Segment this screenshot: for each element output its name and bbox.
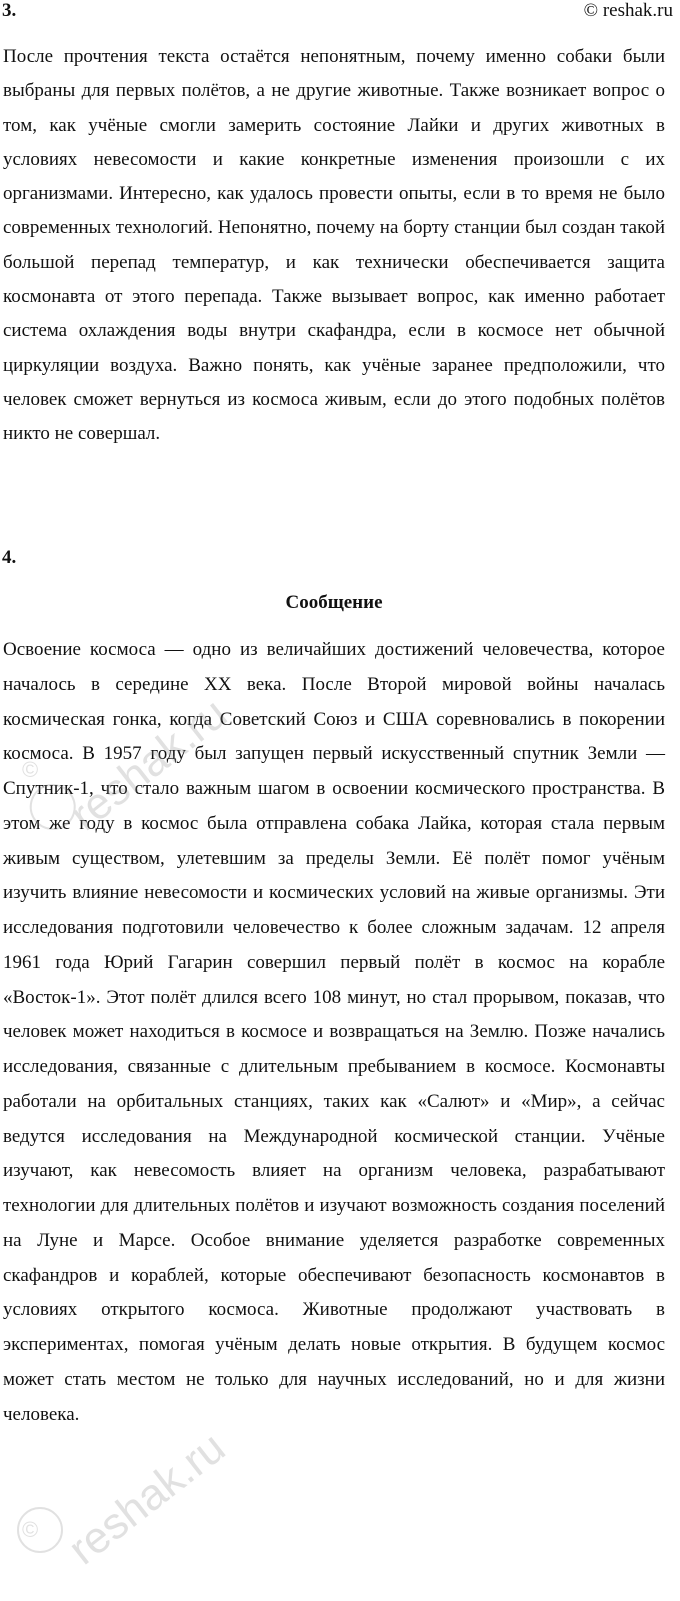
task-3-paragraph: После прочтения текста остаётся непонятным, почему именно собаки были выбраны для первых полётов, а не другие животные. Также возникает вопрос о том, как учёные смогли замерить состояние Лайки и других животных в условиях невесомости и какие конкретные изменения произошли с их организмами. Интересно, как удалось провести опыты, если в то время не было современных технологий. Непонятно, почему на борту станции был создан такой большой перепад температур, и как технически обеспечивается защита космонавта от этого перепада. Также вызывает вопрос, как именно работает система охлаждения воды внутри скафандра, если в космосе нет обычной циркуляции воздуха. Важно понять, как учёные заранее предположили, что человек сможет вернуться из космоса живым, если до этого подобных полётов никто не совершал. bbox=[3, 46, 665, 445]
svg-text:reshak.ru: reshak.ru bbox=[61, 688, 236, 841]
svg-text:©: © bbox=[22, 1517, 39, 1542]
svg-text:reshak.ru: reshak.ru bbox=[59, 1422, 235, 1575]
task-4-paragraph: Освоение космоса — одно из величайших достижений человечества, которое началось в середине XX века. После Второй мировой войны началась космическая гонка, когда Советский Союз и США соревновались в покорении космоса. В 1957 году был запущен первый искусственный спутник Земли — Спутник-1, что стало важным шагом в освоении космического пространства. В этом же году в космос была отправлена собака Лайка, которая стала первым живым существом, улетевшим за пределы Земли. Её полёт помог учёным изучить влияние невесомости и космических условий на живые организмы. Эти исследования подготовили человечество к более сложным задачам. 12 апреля 1961 года Юрий Гагарин совершил первый полёт в космос на корабле «Восток-1». Этот полёт длился всего 108 минут, но стал прорывом, показав, что человек может находиться в космосе и возвращаться на Землю. Позже начались исследования, связанные с длительным пребыванием в космосе. Космонавты работали на орбитальных станциях, таких как «Салют» и «Мир», а сейчас ведутся исследования на Международной космической станции. Учёные изучают, как невесомость влияет на организм человека, разрабатывают технологии для длительных полётов и изучают возможность создания поселений на Луне и Марсе. Особое внимание уделяется разработке современных скафандров и кораблей, которые обеспечивают безопасность космонавтов в условиях открытого космоса. Животные продолжают участвовать в экспериментах, помогая учёным делать новые открытия. В будущем космос может стать местом не только для научных исследований, но и для жизни человека. bbox=[3, 639, 665, 1425]
svg-text:©: © bbox=[22, 757, 39, 782]
message-heading: Сообщение bbox=[285, 592, 383, 613]
task-number-3: 3. bbox=[2, 0, 17, 21]
task-number-4: 4. bbox=[2, 547, 17, 568]
site-credit: © reshak.ru bbox=[583, 0, 673, 21]
